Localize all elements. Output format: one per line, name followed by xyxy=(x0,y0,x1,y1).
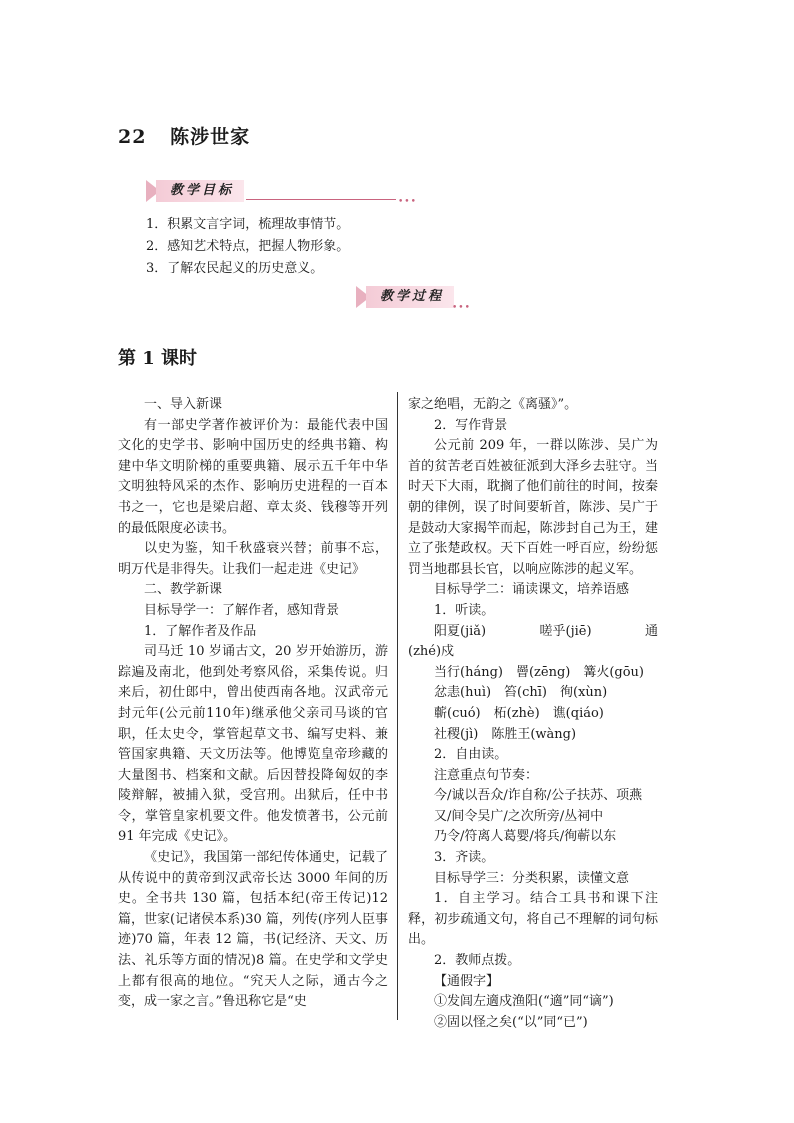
lesson-title: 第 1 课时 xyxy=(118,348,198,369)
sub-heading: 2．教师点拨。 xyxy=(434,953,521,969)
paragraph: 司马迁 10 岁诵古文，20 岁开始游历，游踪遍及南北，他到处考察风俗，采集传说。归来后，初仕郎中，曾出使西南各地。汉武帝元封元年(公元前110年)继承他父亲司马谈的官职，任太史令，掌管起草文书、编写史料、兼管国家典籍、天文历法等。他博览皇帝珍藏的大量图书、档案和文献。后因替投降匈奴的李陵辩解，被捕入狱，受宫刑。出狱后，任中书令，掌管皇家机要文件。他发愤著书，公元前 91 年完成《史记》。 xyxy=(118,644,388,845)
right-column xyxy=(408,395,658,1033)
goal-heading: 目标导学一：了解作者，感知背景 xyxy=(144,602,340,618)
tongjia-heading: 【通假字】 xyxy=(434,973,500,989)
goal-heading: 目标导学二：诵读课文，培养语感 xyxy=(434,582,630,598)
banner-dots-icon: ••• xyxy=(452,303,471,313)
objectives-banner-label: 教学目标 xyxy=(156,180,244,202)
objective-item: 2．感知艺术特点，把握人物形象。 xyxy=(146,239,350,254)
banner-dots-icon: ••• xyxy=(398,197,417,207)
pronunciation-item: 阳夏(jiǎ) xyxy=(434,623,487,639)
pronunciation-wrap: (zhé)戍 xyxy=(408,644,455,660)
process-banner-label: 教学过程 xyxy=(366,286,454,308)
section-heading: 二、教学新课 xyxy=(144,582,223,598)
section-heading: 一、导入新课 xyxy=(144,397,223,412)
chapter-number: 22 xyxy=(118,126,147,148)
rhythm-heading: 注意重点句节奏： xyxy=(434,767,539,783)
pronunciation-row: 忿恚(huì) 笞(chī) 徇(xùn) xyxy=(434,685,608,701)
pronunciation-row: 蘄(cuó) 柘(zhè) 谯(qiáo) xyxy=(434,705,604,721)
process-banner xyxy=(356,286,471,313)
chapter-title xyxy=(118,122,250,149)
tongjia-item: ①发闾左適戍渔阳(“適”同“谪”) xyxy=(434,994,614,1010)
paragraph: 以史为鉴，知千秋盛衰兴替；前事不忘，明万代是非得失。让我们一起走进《史记》 xyxy=(118,541,388,577)
sub-heading: 3．齐读。 xyxy=(434,850,495,866)
objectives-list xyxy=(146,214,349,280)
sub-heading: 1．听读。 xyxy=(434,602,495,618)
sub-heading: 2．自由读。 xyxy=(434,747,508,763)
rhythm-line: 今/诚以吾众/诈自称/公子扶苏、项燕 xyxy=(434,788,643,804)
sub-heading: 1．了解作者及作品 xyxy=(144,623,257,639)
pronunciation-row: 社稷(jì) 陈胜王(wàng) xyxy=(434,726,577,742)
pronunciation-row: 当行(háng) 罾(zēng) 篝火(gōu) xyxy=(434,664,645,680)
objective-item: 3．了解农民起义的历史意义。 xyxy=(146,261,324,276)
column-divider xyxy=(397,392,398,1020)
pronunciation-item: 通 xyxy=(644,623,658,639)
pronunciation-row xyxy=(408,622,658,643)
paragraph: 公元前 209 年，一群以陈涉、吴广为首的贫苦老百姓被征派到大泽乡去驻守。当时天下大雨，耽搁了他们前往的时间，按秦朝的律例，误了时间要斩首，陈涉、吴广于是鼓动大家揭竿而起，陈涉封自己为王，建立了张楚政权。天下百姓一呼百应，纷纷惩罚当地郡县长官，以响应陈涉的起义军。 xyxy=(408,438,658,577)
paragraph-continuation: 家之绝唱，无韵之《离骚》”。 xyxy=(408,397,578,412)
rhythm-line: 又/间令吴广/之次所旁/丛祠中 xyxy=(434,808,604,824)
paragraph: 有一部史学著作被评价为：最能代表中国文化的史学书、影响中国历史的经典书籍、构建中华文明阶梯的重要典籍、展示五千年中华文明独特风采的杰作、影响历史进程的一百本书之一，它也是梁启超、章太炎、钱穆等开列的最低限度必读书。 xyxy=(118,417,388,536)
chapter-name: 陈涉世家 xyxy=(170,126,251,148)
pronunciation-item: 嗟乎(jiē) xyxy=(539,623,592,639)
rhythm-line: 乃令/符离人葛婴/将兵/徇蕲以东 xyxy=(434,829,617,845)
banner-rule xyxy=(246,199,396,200)
paragraph: 1．自主学习。结合工具书和课下注释，初步疏通文句，将自己不理解的词句标出。 xyxy=(408,891,658,948)
left-column xyxy=(118,395,388,1013)
objective-item: 1．积累文言字词，梳理故事情节。 xyxy=(146,217,350,232)
sub-heading: 2．写作背景 xyxy=(434,417,508,433)
tongjia-item: ②固以怪之矣(“以”同“已”) xyxy=(434,1014,588,1030)
paragraph: 《史记》，我国第一部纪传体通史，记载了从传说中的黄帝到汉武帝长达 3000 年间的历史。全书共 130 篇，包括本纪(帝王传记)12篇，世家(记诸侯本系)30 篇，列传(序列人臣事迹)70 篇，年表 12 篇，书(记经济、天文、历法、礼乐等方面的情况)8 篇。在史学和文学史上都有很高的地位。“究天人之际，通古今之变，成一家之言。”鲁迅称它是“史 xyxy=(118,850,388,1010)
goal-heading: 目标导学三：分类积累，读懂文意 xyxy=(434,870,630,886)
objectives-banner xyxy=(146,180,417,207)
